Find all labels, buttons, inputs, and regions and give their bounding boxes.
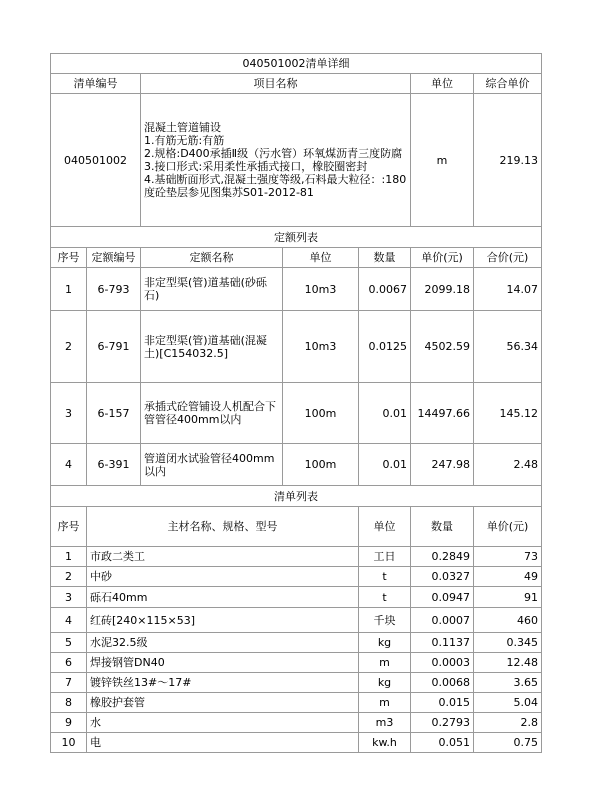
quota-qty: 0.0067 (359, 268, 411, 311)
material-name: 焊接钢管DN40 (87, 653, 359, 673)
quota-no: 1 (51, 268, 87, 311)
quota-name: 非定型渠(管)道基础(混凝土)[C154032.5] (141, 311, 283, 383)
material-col-header: 单位 (359, 507, 411, 547)
table-title: 040501002清单详细 (51, 54, 542, 74)
material-name: 橡胶护套管 (87, 693, 359, 713)
material-unit: kw.h (359, 733, 411, 753)
table-row (51, 633, 542, 653)
material-name: 红砖[240×115×53] (87, 608, 359, 633)
material-unit: kg (359, 633, 411, 653)
item-price: 219.13 (474, 94, 542, 227)
material-qty: 0.0007 (411, 608, 474, 633)
material-name: 市政二类工 (87, 547, 359, 567)
material-name: 镀锌铁丝13#～17# (87, 673, 359, 693)
item-desc-line: 4.基础断面形式,混凝土强度等级,石料最大粒径：:180度砼垫层参见图集苏S01-2012-81 (144, 173, 407, 199)
material-unit: 工日 (359, 547, 411, 567)
material-no: 6 (51, 653, 87, 673)
table-row (51, 383, 542, 444)
quota-name: 非定型渠(管)道基础(砂砾石) (141, 268, 283, 311)
material-unit: m3 (359, 713, 411, 733)
material-qty: 0.015 (411, 693, 474, 713)
quota-price: 14497.66 (411, 383, 474, 444)
quota-code: 6-791 (87, 311, 141, 383)
material-unit: 千块 (359, 608, 411, 633)
material-name: 水泥32.5级 (87, 633, 359, 653)
material-unit: kg (359, 673, 411, 693)
table-row (51, 587, 542, 608)
material-unit: m (359, 693, 411, 713)
material-no: 3 (51, 587, 87, 608)
material-no: 7 (51, 673, 87, 693)
material-header-row (51, 507, 542, 547)
material-qty: 0.0003 (411, 653, 474, 673)
material-unit: m (359, 653, 411, 673)
quota-unit: 100m (283, 444, 359, 486)
quota-total: 145.12 (474, 383, 542, 444)
quota-total: 56.34 (474, 311, 542, 383)
table-row (51, 567, 542, 587)
table-row (51, 547, 542, 567)
table-row (51, 673, 542, 693)
quota-col-header: 定额编号 (87, 248, 141, 268)
quota-code: 6-391 (87, 444, 141, 486)
quota-section-title-row (51, 227, 542, 248)
quota-total: 14.07 (474, 268, 542, 311)
quota-total: 2.48 (474, 444, 542, 486)
quota-col-header: 单位 (283, 248, 359, 268)
material-price: 2.8 (474, 713, 542, 733)
quota-price: 2099.18 (411, 268, 474, 311)
material-qty: 0.2793 (411, 713, 474, 733)
item-desc-line: 2.规格:D400承插Ⅱ级（污水管）环氧煤沥青三度防腐 (144, 147, 403, 160)
quota-price: 247.98 (411, 444, 474, 486)
quota-col-header: 数量 (359, 248, 411, 268)
material-col-header: 序号 (51, 507, 87, 547)
material-no: 9 (51, 713, 87, 733)
bill-detail-table (50, 53, 542, 753)
quota-col-header: 序号 (51, 248, 87, 268)
quota-code: 6-157 (87, 383, 141, 444)
item-desc-line: 3.接口形式:采用柔性承插式接口，橡胶圈密封 (144, 160, 368, 173)
quota-qty: 0.01 (359, 444, 411, 486)
material-unit: t (359, 567, 411, 587)
table-row (51, 713, 542, 733)
material-col-header: 数量 (411, 507, 474, 547)
material-qty: 0.0327 (411, 567, 474, 587)
material-section-title: 清单列表 (51, 486, 542, 507)
header-name: 项目名称 (141, 74, 411, 94)
quota-header-row (51, 248, 542, 268)
item-unit: m (411, 94, 474, 227)
quota-qty: 0.0125 (359, 311, 411, 383)
material-no: 1 (51, 547, 87, 567)
material-col-header: 主材名称、规格、型号 (87, 507, 359, 547)
material-section-title-row (51, 486, 542, 507)
quota-col-header: 定额名称 (141, 248, 283, 268)
table-row (51, 693, 542, 713)
material-name: 水 (87, 713, 359, 733)
material-price: 73 (474, 547, 542, 567)
item-desc-line: 1.有筋无筋:有筋 (144, 134, 225, 147)
material-unit: t (359, 587, 411, 608)
table-row (51, 268, 542, 311)
material-no: 10 (51, 733, 87, 753)
header-price: 综合单价 (474, 74, 542, 94)
material-price: 49 (474, 567, 542, 587)
table-row (51, 608, 542, 633)
quota-unit: 10m3 (283, 268, 359, 311)
quota-section-title: 定额列表 (51, 227, 542, 248)
material-no: 4 (51, 608, 87, 633)
quota-name: 承插式砼管铺设人机配合下管管径400mm以内 (141, 383, 283, 444)
material-price: 91 (474, 587, 542, 608)
material-price: 3.65 (474, 673, 542, 693)
material-price: 0.75 (474, 733, 542, 753)
title-row (51, 54, 542, 74)
quota-no: 3 (51, 383, 87, 444)
quota-unit: 100m (283, 383, 359, 444)
material-price: 12.48 (474, 653, 542, 673)
quota-no: 2 (51, 311, 87, 383)
quota-name: 管道闭水试验管径400mm以内 (141, 444, 283, 486)
quota-qty: 0.01 (359, 383, 411, 444)
material-no: 2 (51, 567, 87, 587)
material-price: 5.04 (474, 693, 542, 713)
material-name: 电 (87, 733, 359, 753)
quota-col-header: 合价(元) (474, 248, 542, 268)
material-no: 8 (51, 693, 87, 713)
quota-unit: 10m3 (283, 311, 359, 383)
quota-col-header: 单价(元) (411, 248, 474, 268)
main-header-row (51, 74, 542, 94)
material-no: 5 (51, 633, 87, 653)
table-row (51, 653, 542, 673)
item-code: 040501002 (51, 94, 141, 227)
material-name: 砾石40mm (87, 587, 359, 608)
material-price: 0.345 (474, 633, 542, 653)
material-qty: 0.051 (411, 733, 474, 753)
item-description (141, 94, 411, 227)
quota-code: 6-793 (87, 268, 141, 311)
material-name: 中砂 (87, 567, 359, 587)
table-row (51, 444, 542, 486)
material-qty: 0.0068 (411, 673, 474, 693)
material-col-header: 单价(元) (474, 507, 542, 547)
item-desc-line: 混凝土管道铺设 (144, 121, 221, 134)
header-unit: 单位 (411, 74, 474, 94)
header-code: 清单编号 (51, 74, 141, 94)
table-row (51, 733, 542, 753)
quota-no: 4 (51, 444, 87, 486)
material-qty: 0.2849 (411, 547, 474, 567)
material-qty: 0.1137 (411, 633, 474, 653)
quota-price: 4502.59 (411, 311, 474, 383)
material-price: 460 (474, 608, 542, 633)
table-row (51, 311, 542, 383)
material-qty: 0.0947 (411, 587, 474, 608)
item-row (51, 94, 542, 227)
